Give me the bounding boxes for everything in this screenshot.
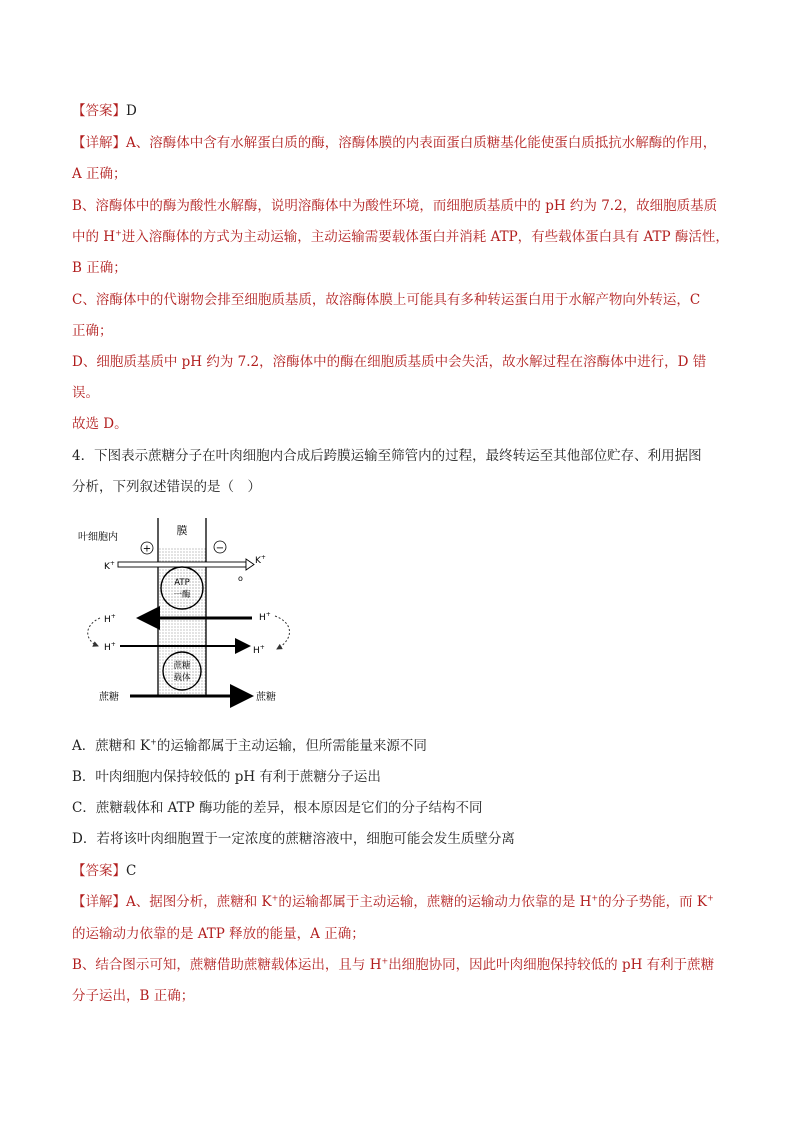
k-ion-left-label: K+ — [104, 560, 115, 572]
superscript: + — [115, 228, 122, 238]
detail-line: 正确； — [72, 323, 113, 339]
answer-line — [72, 861, 136, 881]
sucrose-left-label: 蔗糖 — [99, 692, 119, 703]
membrane-label: 膜 — [176, 524, 188, 537]
detail-tag: 【详解】 — [72, 135, 126, 151]
k-channel-bar — [118, 562, 246, 567]
detail-line — [72, 133, 716, 153]
detail-line: 分子运出，B 正确； — [72, 988, 195, 1004]
option-b: B．叶肉细胞内保持较低的 pH 有利于蔗糖分子运出 — [72, 769, 381, 785]
answer-tag: 【答案】 — [72, 103, 126, 119]
proton-lower-left-label: H+ — [104, 641, 116, 653]
detail-text: 中的 H — [72, 229, 116, 245]
option-c: C．蔗糖载体和 ATP 酶功能的差异，根本原因是它们的分子结构不同 — [72, 800, 483, 816]
right-cycle-arrow — [275, 616, 290, 649]
detail-line: B、溶酶体中的酶为酸性水解酶，说明溶酶体中为酸性环境，而细胞质基质中的 pH 约为 7.2，故细胞质基质 — [72, 198, 718, 214]
proton-upper-left-label: H+ — [104, 613, 116, 625]
detail-line: 【详解】A、据图分析，蔗糖和 K+的运输都属于主动运输，蔗糖的运输动力依靠的是 H+的分子势能，而 K+ — [72, 893, 714, 910]
plus-sign: + — [142, 543, 152, 555]
sucrose-right-label: 蔗糖 — [256, 692, 276, 703]
detail-tag: 【详解】 — [72, 894, 126, 910]
cell-interior-label: 叶细胞内 — [78, 532, 118, 543]
answer-tag: 【答案】 — [72, 863, 126, 879]
detail-line: 的运输动力依靠的是 ATP 释放的能量，A 正确； — [72, 926, 365, 942]
detail-line — [72, 227, 729, 247]
carrier-label-line2: 载体 — [173, 673, 191, 683]
k-arrow-head — [246, 559, 254, 570]
proton-upper-right-label: H+ — [259, 611, 271, 623]
answer-line — [72, 101, 137, 121]
answer-value: C — [126, 863, 137, 879]
atp-label: ATP — [174, 578, 190, 588]
detail-line: 误。 — [72, 385, 99, 401]
membrane-transport-diagram — [72, 515, 302, 710]
k-ion-right-label: K+ — [255, 554, 266, 566]
minus-sign: − — [215, 543, 225, 554]
small-mark: o — [238, 574, 243, 583]
detail-line: D、细胞质基质中 pH 约为 7.2，溶酶体中的酶在细胞质基质中会失活，故水解过程在溶酶体中进行，D 错 — [72, 354, 707, 370]
detail-line: A 正确； — [72, 166, 127, 182]
enzyme-label: 一酶 — [173, 590, 191, 600]
atp-enzyme-circle — [161, 567, 203, 609]
detail-line: C、溶酶体中的代谢物会排至细胞质基质，故溶酶体膜上可能具有多种转运蛋白用于水解产物向外转运，C — [72, 292, 701, 308]
option-d: D．若将该叶肉细胞置于一定浓度的蔗糖溶液中，细胞可能会发生质壁分离 — [72, 831, 515, 847]
detail-conclusion: 故选 D。 — [72, 416, 128, 432]
question-line: 分析，下列叙述错误的是（ ） — [72, 479, 261, 495]
sucrose-carrier-circle — [163, 652, 201, 690]
question-line: 4．下图表示蔗糖分子在叶肉细胞内合成后跨膜运输至筛管内的过程，最终转运至其他部位贮存、利用据图 — [72, 448, 702, 464]
detail-text: A、溶酶体中含有水解蛋白质的酶，溶酶体膜的内表面蛋白质糖基化能使蛋白质抵抗水解酶的作用， — [126, 135, 717, 151]
detail-line: B 正确； — [72, 260, 127, 276]
answer-value: D — [126, 103, 137, 119]
option-a: A．蔗糖和 K+的运输都属于主动运输，但所需能量来源不同 — [72, 737, 427, 754]
carrier-label-line1: 蔗糖 — [173, 661, 191, 671]
left-cycle-arrow — [88, 618, 100, 646]
proton-lower-right-label: H+ — [253, 644, 265, 656]
detail-text: 进入溶酶体的方式为主动运输，主动运输需要载体蛋白并消耗 ATP，有些载体蛋白具有 ATP 酶活性， — [121, 229, 729, 245]
detail-line: B、结合图示可知，蔗糖借助蔗糖载体运出，且与 H+出细胞协同，因此叶肉细胞保持较低的 pH 有利于蔗糖 — [72, 956, 715, 973]
